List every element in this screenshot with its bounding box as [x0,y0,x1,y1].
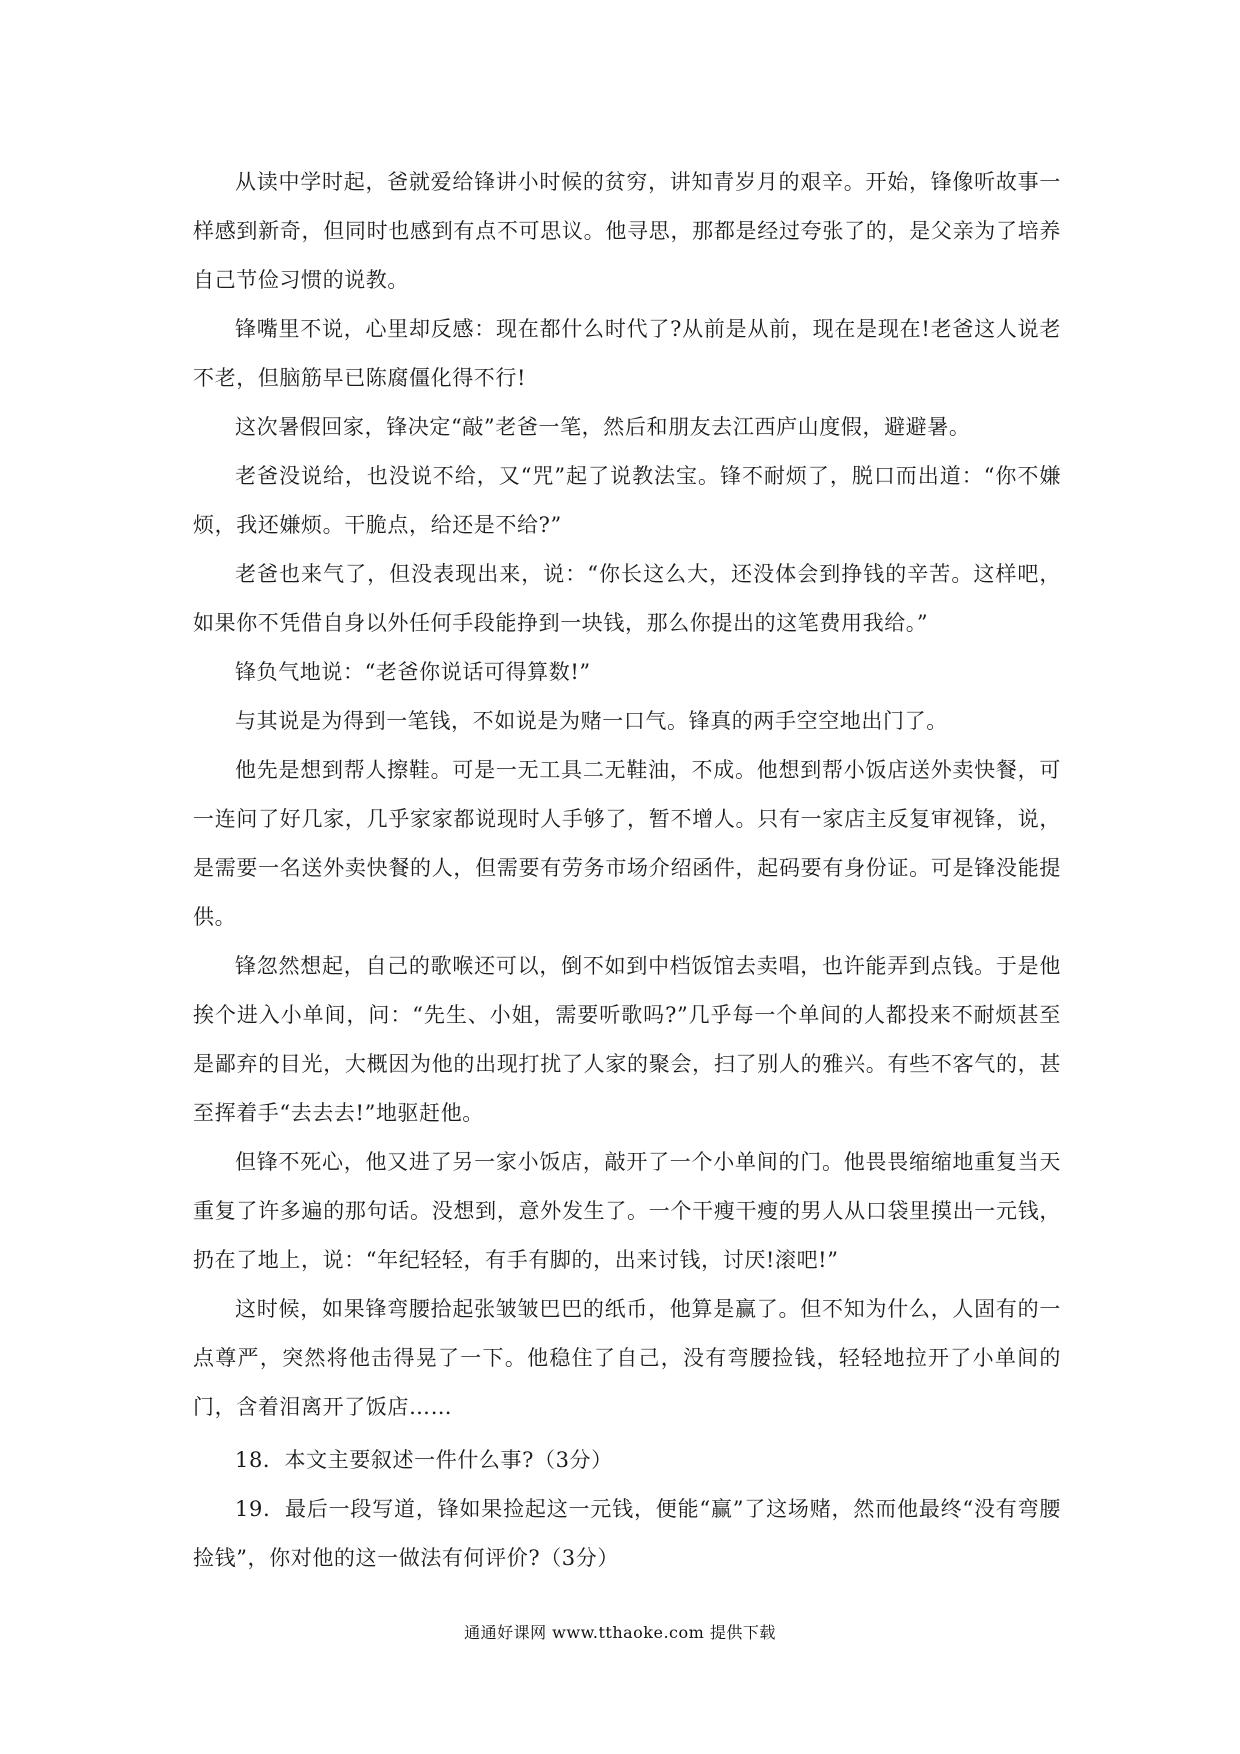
page-footer: 通通好课网 www.tthaoke.com 提供下载 [464,1623,776,1642]
paragraph-10: 但锋不死心，他又进了另一家小饭店，敲开了一个小单间的门。他畏畏缩缩地重复当天重复了许多遍的那句话。没想到，意外发生了。一个干瘦干瘦的男人从口袋里摸出一元钱，扔在了地上，说：“年纪轻轻，有手有脚的，出来讨钱，讨厌!滚吧!” [193,1150,1061,1272]
question-19: 19．最后一段写道，锋如果捡起这一元钱，便能“赢”了这场赌，然而他最终“没有弯腰捡钱”，你对他的这一做法有何评价?（3分） [193,1497,1061,1570]
paragraph-9: 锋忽然想起，自己的歌喉还可以，倒不如到中档饭馆去卖唱，也许能弄到点钱。于是他挨个进入小单间，问：“先生、小姐，需要听歌吗?”几乎每一个单间的人都投来不耐烦甚至是鄙弃的目光，大概因为他的出现打扰了人家的聚会，扫了别人的雅兴。有些不客气的，甚至挥着手“去去去!”地驱赶他。 [193,954,1061,1125]
paragraph-4: 老爸没说给，也没说不给，又“咒”起了说教法宝。锋不耐烦了，脱口而出道：“你不嫌烦，我还嫌烦。干脆点，给还是不给?” [193,464,1061,537]
article-body [193,158,1061,1583]
paragraph-7: 与其说是为得到一笔钱，不如说是为赌一口气。锋真的两手空空地出门了。 [235,709,948,733]
paragraph-1: 从读中学时起，爸就爱给锋讲小时候的贫穷，讲知青岁月的艰辛。开始，锋像听故事一样感到新奇，但同时也感到有点不可思议。他寻思，那都是经过夸张了的，是父亲为了培养自己节俭习惯的说教。 [193,170,1061,292]
paragraph-8: 他先是想到帮人擦鞋。可是一无工具二无鞋油，不成。他想到帮小饭店送外卖快餐，可一连问了好几家，几乎家家都说现时人手够了，暂不增人。只有一家店主反复审视锋，说，是需要一名送外卖快餐的人，但需要有劳务市场介绍函件，起码要有身份证。可是锋没能提供。 [193,758,1061,929]
paragraph-2: 锋嘴里不说，心里却反感：现在都什么时代了?从前是从前，现在是现在!老爸这人说老不老，但脑筋早已陈腐僵化得不行! [193,317,1061,390]
paragraph-3: 这次暑假回家，锋决定“敲”老爸一笔，然后和朋友去江西庐山度假，避避暑。 [235,415,971,439]
question-18: 18．本文主要叙述一件什么事?（3分） [235,1448,613,1472]
paragraph-5: 老爸也来气了，但没表现出来，说：“你长这么大，还没体会到挣钱的辛苦。这样吧，如果你不凭借自身以外任何手段能挣到一块钱，那么你提出的这笔费用我给。” [193,562,1061,635]
paragraph-11: 这时候，如果锋弯腰拾起张皱皱巴巴的纸币，他算是赢了。但不知为什么，人固有的一点尊严，突然将他击得晃了一下。他稳住了自己，没有弯腰捡钱，轻轻地拉开了小单间的门，含着泪离开了饭店…… [193,1297,1061,1419]
paragraph-6: 锋负气地说：“老爸你说话可得算数!” [235,660,591,684]
